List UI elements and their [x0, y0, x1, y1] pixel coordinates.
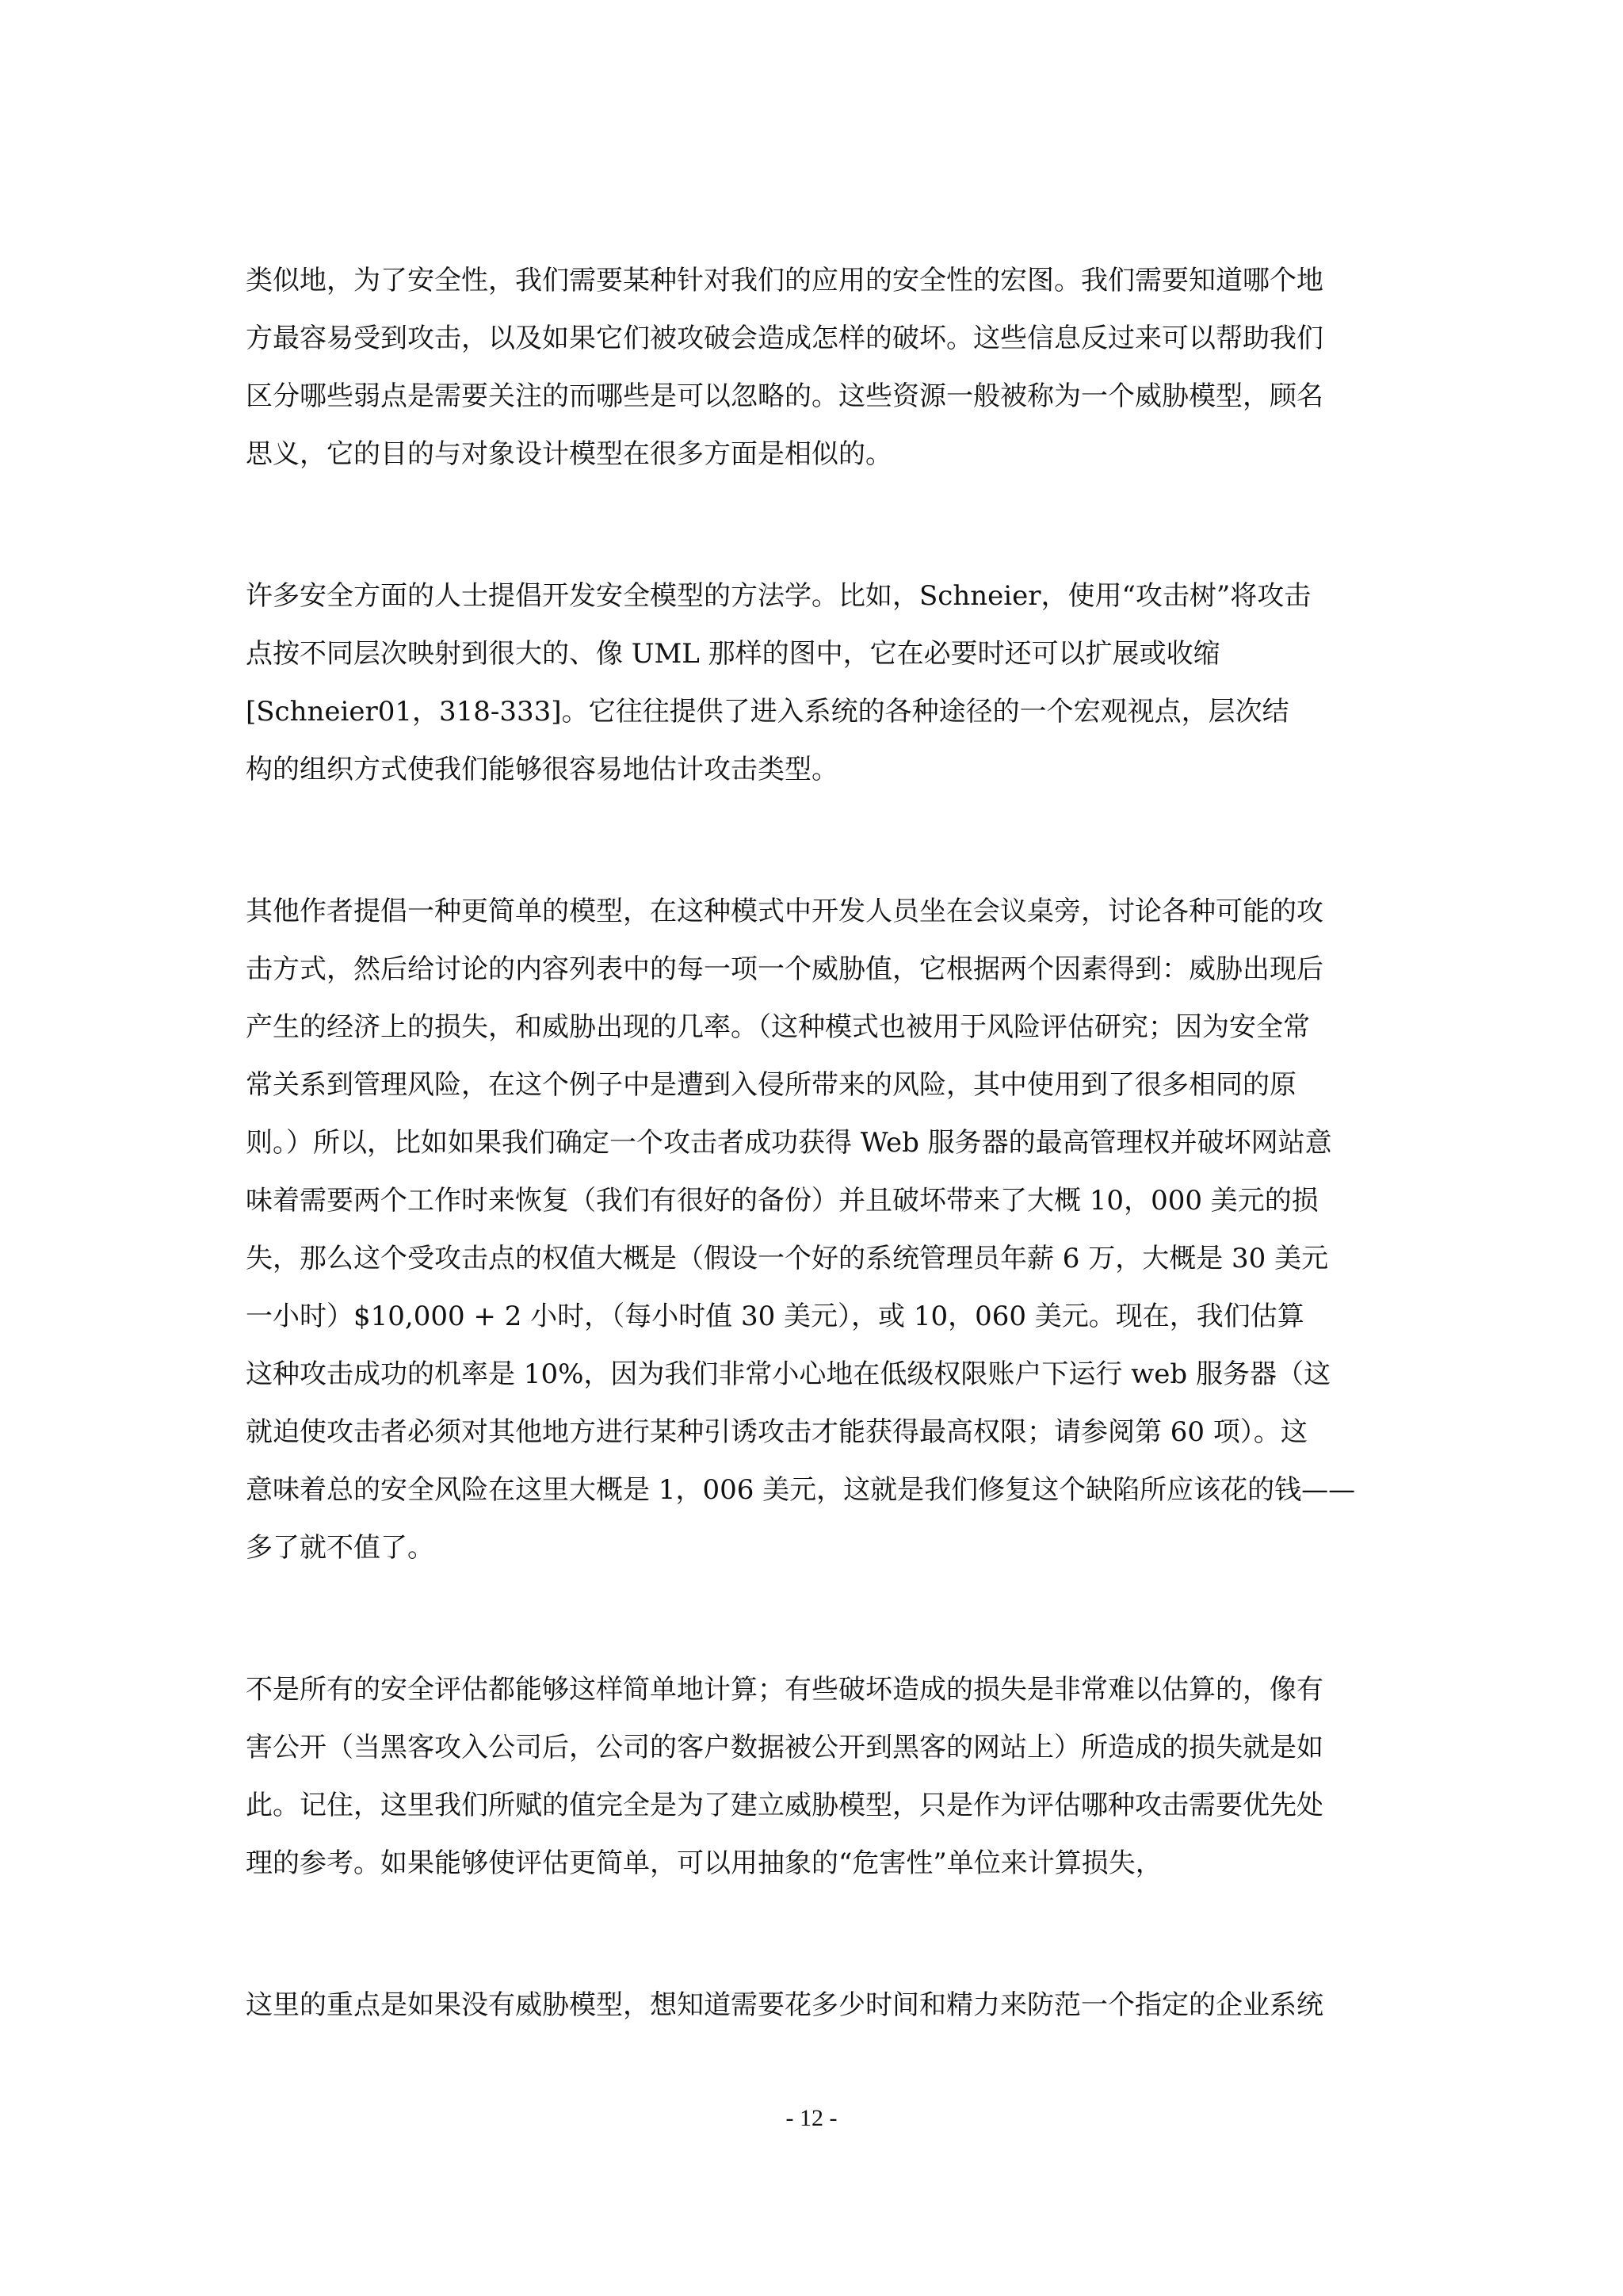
text-line: 失，那么这个受攻击点的权值大概是（假设一个好的系统管理员年薪 6 万，大概是 30 美元 [246, 1243, 1329, 1274]
text-line: 理的参考。如果能够使评估更简单，可以用抽象的“危害性”单位来计算损失， [246, 1847, 1163, 1879]
text-line: 点按不同层次映射到很大的、像 UML 那样的图中，它在必要时还可以扩展或收缩 [246, 638, 1220, 670]
text-line: 这里的重点是如果没有威胁模型，想知道需要花多少时间和精力来防范一个指定的企业系统 [246, 1989, 1323, 2021]
paragraph-3 [246, 883, 1379, 1577]
text-line: 常关系到管理风险，在这个例子中是遭到入侵所带来的风险，其中使用到了很多相同的原 [246, 1069, 1296, 1101]
text-line: 思义，它的目的与对象设计模型在很多方面是相似的。 [246, 438, 892, 470]
document-body [246, 252, 1379, 2118]
text-line: 类似地，为了安全性，我们需要某种针对我们的应用的安全性的宏图。我们需要知道哪个地 [246, 265, 1323, 296]
text-line: 味着需要两个工作时来恢复（我们有很好的备份）并且破坏带来了大概 10，000 美元的损 [246, 1185, 1319, 1217]
text-line: 其他作者提倡一种更简单的模型，在这种模式中开发人员坐在会议桌旁，讨论各种可能的攻 [246, 896, 1323, 927]
text-line: 构的组织方式使我们能够很容易地估计攻击类型。 [246, 754, 838, 785]
text-line: [Schneier01，318-333]。它往往提供了进入系统的各种途径的一个宏观视点，层次结 [246, 696, 1289, 728]
text-line: 害公开（当黑客攻入公司后，公司的客户数据被公开到黑客的网站上）所造成的损失就是如 [246, 1732, 1323, 1763]
paragraph-2 [246, 567, 1379, 799]
page-number: - 12 - [785, 2105, 838, 2131]
text-line: 区分哪些弱点是需要关注的而哪些是可以忽略的。这些资源一般被称为一个威胁模型，顾名 [246, 380, 1323, 412]
text-line: 许多安全方面的人士提倡开发安全模型的方法学。比如，Schneier，使用“攻击树”将攻击 [246, 580, 1312, 612]
text-line: 这种攻击成功的机率是 10%，因为我们非常小心地在低级权限账户下运行 web 服务器（这 [246, 1358, 1331, 1390]
text-line: 多了就不值了。 [246, 1532, 434, 1564]
text-line: 就迫使攻击者必须对其他地方进行某种引诱攻击才能获得最高权限；请参阅第 60 项）。这 [246, 1416, 1308, 1448]
text-line: 意味着总的安全风险在这里大概是 1，006 美元，这就是我们修复这个缺陷所应该花的钱—— [246, 1474, 1356, 1506]
text-line: 则。）所以，比如如果我们确定一个攻击者成功获得 Web 服务器的最高管理权并破坏网站意 [246, 1127, 1332, 1159]
text-line: 此。记住，这里我们所赋的值完全是为了建立威胁模型，只是作为评估哪种攻击需要优先处 [246, 1790, 1323, 1821]
text-line: 不是所有的安全评估都能够这样简单地计算；有些破坏造成的损失是非常难以估算的，像有 [246, 1674, 1323, 1706]
text-line: 方最容易受到攻击，以及如果它们被攻破会造成怎样的破坏。这些信息反过来可以帮助我们 [246, 323, 1323, 354]
text-line: 击方式，然后给讨论的内容列表中的每一项一个威胁值，它根据两个因素得到：威胁出现后 [246, 953, 1323, 985]
paragraph-5 [246, 1977, 1379, 2034]
text-line: 一小时）$10,000 + 2 小时，（每小时值 30 美元），或 10，060 美元。现在，我们估算 [246, 1301, 1304, 1332]
text-line: 产生的经济上的损失，和威胁出现的几率。（这种模式也被用于风险评估研究；因为安全常 [246, 1011, 1310, 1043]
paragraph-4 [246, 1661, 1379, 1893]
paragraph-1 [246, 252, 1379, 483]
